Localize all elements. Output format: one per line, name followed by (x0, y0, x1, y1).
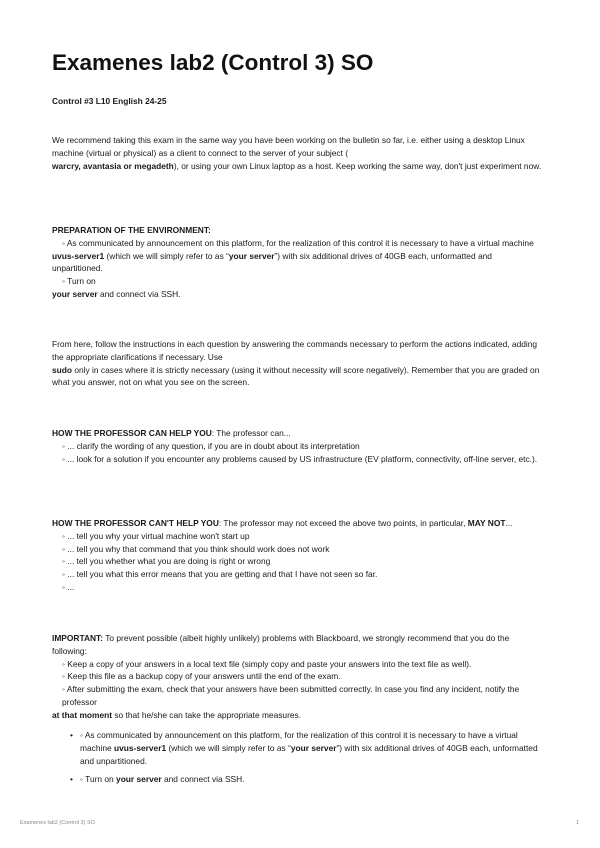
help-item: ◦ ... look for a solution if you encounter any problems caused by US infrastructure (EV platform, connectivity, off-line server, etc.). (62, 453, 538, 464)
page-title: Examenes lab2 (Control 3) SO (52, 50, 374, 75)
page-subtitle: Control #3 L10 English 24-25 (52, 96, 167, 106)
cant-help-heading: HOW THE PROFESSOR CAN'T HELP YOU (52, 518, 219, 528)
intro-paragraph: We recommend taking this exam in the same way you have been working on the bulletin so far, i.e. either using a desktop Linux machine (virtual or physical) as a client to connect to the server of your subject ( warcry, avantasia or megadeth), or using your own Linux laptop as a host. Keep working the same way, don't just experiment now. (52, 135, 542, 171)
page-number: 1 (576, 820, 580, 826)
important-heading: IMPORTANT: (52, 633, 104, 643)
footer-title: Examenes lab2 (Control 3) SO (20, 820, 95, 826)
cant-help-item: ◦ ... tell you what this error means that you are getting and that I have not seen so far. (62, 569, 378, 580)
cant-help-item: ◦ ... tell you whether what you are doing is right or wrong (62, 556, 271, 567)
help-heading: HOW THE PROFESSOR CAN HELP YOU (52, 428, 212, 438)
help-section: HOW THE PROFESSOR CAN HELP YOU: The professor can... ◦ ... clarify the wording of any question, if you are in doubt about its interpretation ◦ ... look for a solution if you encounter any problems caused by US infrastructure (EV platform, connectivity, off-line server, etc.). (52, 427, 542, 465)
important-item: ◦ After submitting the exam, check that your answers have been submitted correctly. In case you find any incident, notify the professor (62, 684, 520, 707)
preparation-server-line: uvus-server1 (which we will simply refer to as “your server”) with six additional drives of 40GB each, unformatted and unpartitioned. (52, 250, 492, 274)
bullet-dot: • (70, 730, 73, 740)
list-item: • ◦ Turn on your server and connect via SSH. (70, 774, 245, 785)
sudo-keyword: sudo (52, 364, 73, 375)
at-that-moment: at that moment (52, 709, 113, 720)
important-item: ◦ Keep a copy of your answers in a local text file (simply copy and paste your answers into the text file as well). (62, 658, 472, 669)
turn-on-line: ◦ Turn on (62, 276, 96, 287)
list-item: • ◦ As communicated by announcement on this platform, for the realization of this control it is necessary to have a virtual machine uvus-server1 (which we will simply refer to as “your server”) with six additional drives of 40GB each, unformatted and unpartitioned. (70, 730, 538, 766)
bullet-dot: • (70, 774, 73, 785)
help-item: ◦ ... clarify the wording of any question, if you are in doubt about its interpretation (62, 440, 360, 451)
important-item: ◦ Keep this file as a backup copy of your answers until the end of the exam. (62, 671, 341, 682)
cant-help-item: ◦ ... (62, 581, 75, 592)
connect-line: your server and connect via SSH. (52, 288, 181, 299)
server-name: uvus-server1 (52, 250, 105, 261)
preparation-section (52, 224, 542, 301)
preparation-line: ◦ As communicated by announcement on this platform, for the realization of this control it is necessary to have a virtual machine (62, 237, 534, 248)
important-section: IMPORTANT: To prevent possible (albeit highly unlikely) problems with Blackboard, we strongly recommend that you do the following: ◦ Keep a copy of your answers in a local text file (simply copy and paste your answers into the text file as well). ◦ Keep this file as a backup copy of your answers until the end of the exam. ◦ After submitting the exam, check that your answers have been submitted correctly. In case you find any incident, notify the professor at that moment so that he/she can take the appropriate measures. (52, 632, 542, 722)
subject-servers: warcry, avantasia or megadeth (52, 160, 174, 171)
cant-help-item: ◦ ... tell you why your virtual machine won't start up (62, 530, 250, 541)
instructions-paragraph: From here, follow the instructions in each question by answering the commands necessary to perform the actions indicated, adding the appropriate clarifications if necessary. Use sudo only in cases where it is strictly necessary (using it without necessity will score negatively). Remember that you are graded on what you answer, not on what you see on the screen. (52, 339, 540, 388)
bullet-list (52, 729, 542, 786)
cant-help-item: ◦ ... tell you why that command that you think should work does not work (62, 543, 330, 554)
cant-help-section: HOW THE PROFESSOR CAN'T HELP YOU: The professor may not exceed the above two points, in particular, MAY NOT... ◦ ... tell you why your virtual machine won't start up ◦ ... tell you why that command that you think should work does not work ◦ ... tell you whether what you are doing is right or wrong ◦ ... tell you what this error means that you are getting and that I have not seen so far. ◦ ... (52, 517, 542, 594)
preparation-heading: PREPARATION OF THE ENVIRONMENT: (52, 225, 211, 235)
